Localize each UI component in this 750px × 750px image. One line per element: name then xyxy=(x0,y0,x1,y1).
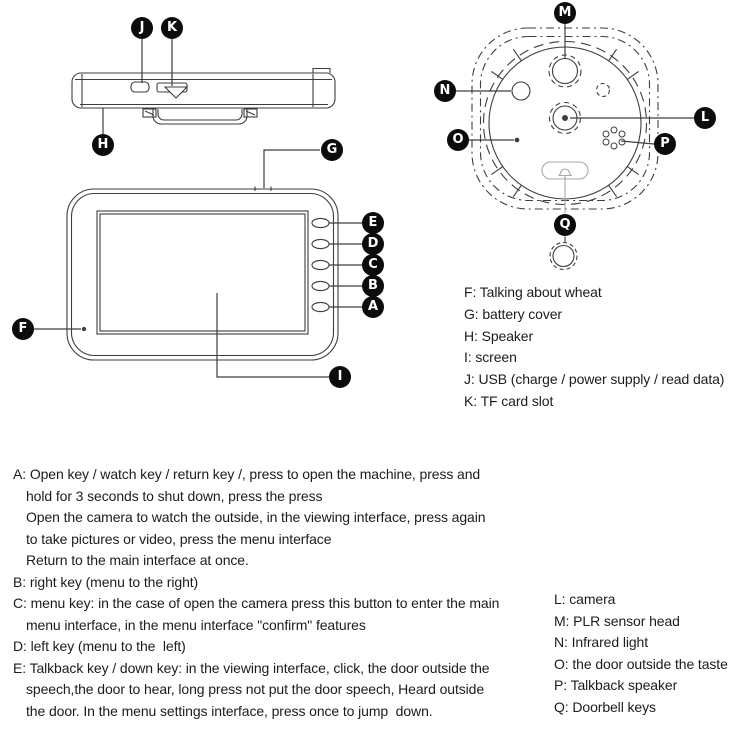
front-view-monitor xyxy=(67,187,338,361)
label-badge-o: O xyxy=(447,129,469,151)
legend-item-l: L: camera xyxy=(554,591,616,607)
pir-sensor xyxy=(549,55,581,87)
legend-item-n: N: Infrared light xyxy=(554,634,649,650)
legend-item-f: F: Talking about wheat xyxy=(464,284,602,300)
usb-port xyxy=(131,82,149,92)
monitor-top-edge xyxy=(72,73,335,108)
keys-line-8: menu interface, in the menu interface "confirm" features xyxy=(26,616,366,633)
label-badge-c: C xyxy=(362,254,384,276)
microphone-hole xyxy=(82,327,85,330)
label-badge-j: J xyxy=(131,17,153,39)
label-badge-k: K xyxy=(161,17,183,39)
doorbell-key-bottom xyxy=(550,237,577,270)
keys-line-3: Open the camera to watch the outside, in the viewing interface, press again xyxy=(26,509,486,525)
infrared-light-right xyxy=(597,84,610,97)
button-e xyxy=(312,218,329,227)
legend-item-m: M: PLR sensor head xyxy=(554,612,680,629)
rim-ticks xyxy=(491,49,638,196)
screen xyxy=(97,211,308,334)
legend-item-h: H: Speaker xyxy=(464,327,534,344)
label-badge-h: H xyxy=(92,134,114,156)
outdoor-mic-hole xyxy=(515,138,519,142)
legend-item-o: O: the door outside the taste xyxy=(554,655,728,672)
stand-bracket xyxy=(143,109,257,124)
label-badge-g: G xyxy=(321,139,343,161)
label-badge-b: B xyxy=(362,275,384,297)
keys-description xyxy=(13,464,499,722)
label-badge-a: A xyxy=(362,296,384,318)
keys-line-5: Return to the main interface at once. xyxy=(26,552,249,568)
keys-line-9: D: left key (menu to the left) xyxy=(13,638,186,654)
keys-line-12: the door. In the menu settings interface, press once to jump down. xyxy=(26,702,433,719)
legend-item-i: I: screen xyxy=(464,349,517,366)
keys-line-2: hold for 3 seconds to shut down, press the press xyxy=(26,487,323,504)
legend-item-g: G: battery cover xyxy=(464,305,562,322)
infrared-light-left xyxy=(512,82,530,100)
legend-monitor-parts xyxy=(464,282,724,413)
speaker-holes xyxy=(603,127,625,149)
keys-line-10: E: Talkback key / down key: in the viewing interface, click, the door outside the xyxy=(13,659,490,676)
label-badge-m: M xyxy=(554,2,576,24)
keys-line-4: to take pictures or video, press the menu interface xyxy=(26,530,332,547)
keys-line-7: C: menu key: in the case of open the camera press this button to enter the main xyxy=(13,595,500,611)
label-badge-p: P xyxy=(654,133,676,155)
bell-icon xyxy=(559,169,571,179)
keys-line-6: B: right key (menu to the right) xyxy=(13,573,199,590)
button-b xyxy=(312,281,329,290)
label-badge-q: Q xyxy=(554,214,576,236)
label-badge-e: E xyxy=(362,212,384,234)
label-badge-l: L xyxy=(694,107,716,129)
keys-line-1: A: Open key / watch key / return key /, press to open the machine, press and xyxy=(13,466,481,482)
button-a xyxy=(312,302,329,311)
label-badge-n: N xyxy=(434,80,456,102)
doorbell-button xyxy=(542,162,588,213)
legend-item-j: J: USB (charge / power supply / read data) xyxy=(464,371,725,388)
legend-item-k: K: TF card slot xyxy=(464,392,554,409)
label-badge-i: I xyxy=(329,366,351,388)
label-badge-d: D xyxy=(362,233,384,255)
button-c xyxy=(312,260,329,269)
legend-item-q: Q: Doorbell keys xyxy=(554,698,656,715)
legend-item-p: P: Talkback speaker xyxy=(554,677,678,693)
top-view-monitor xyxy=(72,69,335,125)
keys-line-11: speech,the door to hear, long press not put the door speech, Heard outside xyxy=(26,681,485,697)
button-d xyxy=(312,239,329,248)
legend-outdoor-parts xyxy=(554,589,728,718)
power-button-bump xyxy=(313,69,330,74)
label-badge-f: F xyxy=(12,318,34,340)
